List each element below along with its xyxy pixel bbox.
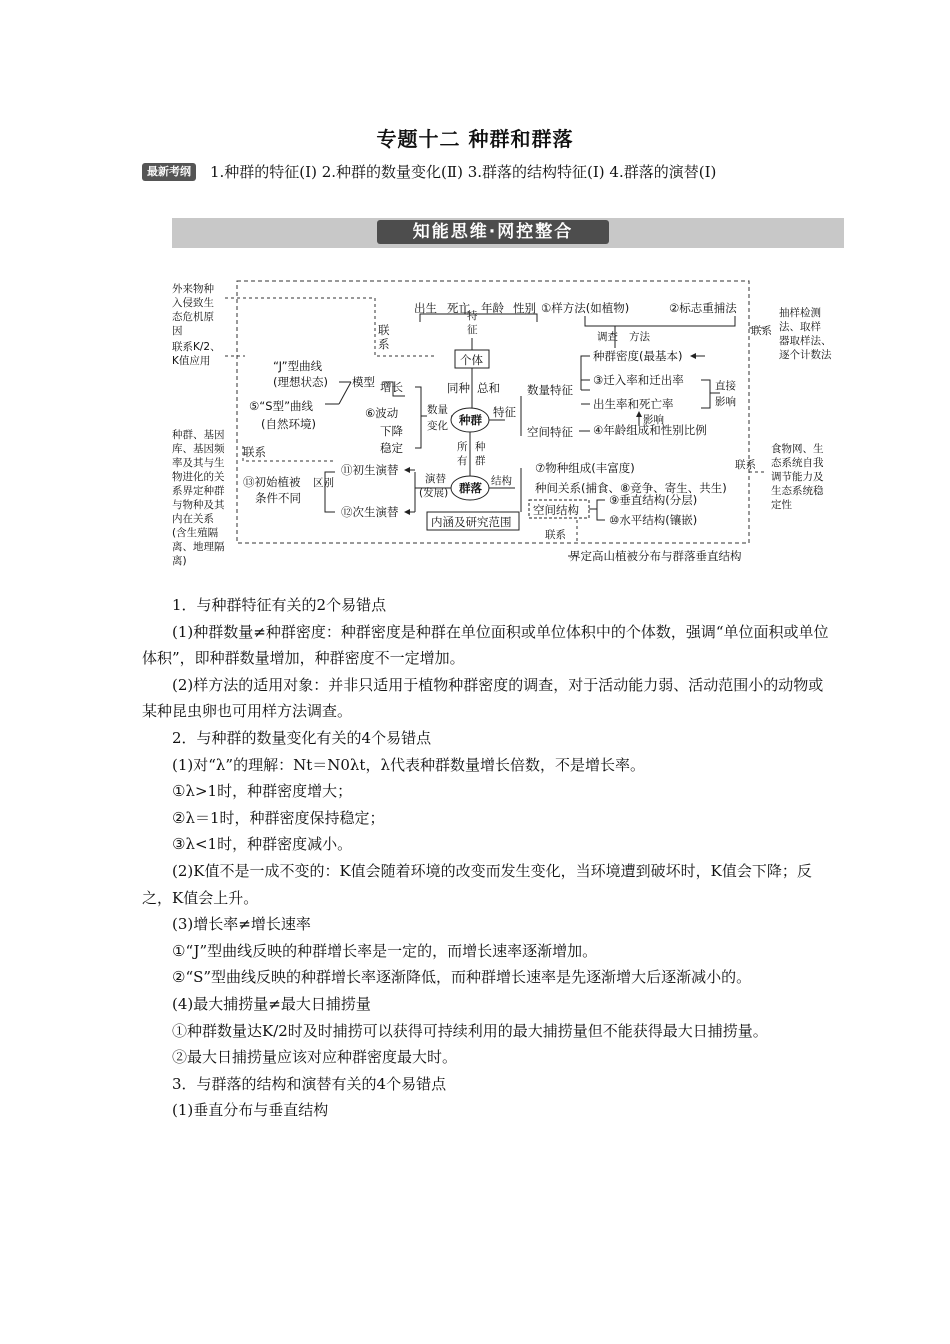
paragraph: ①λ>1时，种群密度增大； xyxy=(172,782,353,801)
paragraph: (2)K值不是一成不变的：K值会随着环境的改变而发生变化，当环境遭到破坏时，K值会下降；反之，K值会上升。 xyxy=(142,861,812,907)
link-label-left: 联系 xyxy=(243,445,266,459)
direct-label: 直接 xyxy=(715,380,736,392)
fluctuation-label: ⑥波动 xyxy=(365,406,399,420)
species-v-label: 种群 xyxy=(475,441,486,467)
section-banner xyxy=(172,218,844,248)
stable-label: 稳定 xyxy=(380,441,403,455)
paragraph: ②“S”型曲线反映的种群增长率逐渐降低，而种群增长速率是先逐渐增大后逐渐减小的。 xyxy=(172,968,752,987)
migration-label: ③迁入率和迁出率 xyxy=(593,373,684,387)
syllabus-text: 1.种群的特征(Ⅰ) 2.种群的数量变化(Ⅱ) 3.群落的结构特征(Ⅰ) 4.群落的演替(Ⅰ) xyxy=(210,163,717,181)
density-label: 种群密度(最基本) xyxy=(593,349,683,363)
page-title: 专题十二 种群和群落 xyxy=(376,127,574,151)
link-label-right-bottom: 联系 xyxy=(735,459,756,471)
features-v-label: 特征 xyxy=(467,310,478,336)
s-curve: ⑤“S型”曲线 (自然环境) xyxy=(249,399,316,431)
link-label-top: 联系 xyxy=(378,323,390,351)
char-age: 年龄 xyxy=(481,301,504,315)
structure-label: 结构 xyxy=(491,475,512,487)
quantity-change-label: 数量 变化 xyxy=(427,404,448,432)
community-label: 群落 xyxy=(459,481,482,495)
concept-map xyxy=(165,276,855,576)
paragraph: ②λ＝1时，种群密度保持稳定； xyxy=(172,808,385,827)
initial-vegetation-label: ⑬初始植被 条件不同 xyxy=(243,475,301,505)
paragraph: (1)垂直分布与垂直结构 xyxy=(172,1101,329,1120)
paragraph: 1．与种群特征有关的2个易错点 xyxy=(172,596,387,614)
right-note-methods: 抽样检测 法、取样 器取样法、 逐个计数法 xyxy=(779,307,832,361)
syllabus-badge: 最新考纲 xyxy=(142,163,196,181)
left-note-k-value: 联系K/2、 K值应用 xyxy=(172,341,221,367)
link-label-bottom: 联系 xyxy=(545,529,566,541)
body-text xyxy=(142,592,832,1124)
syllabus-outline xyxy=(142,158,832,186)
bottom-note: 界定高山植被分布与群落垂直结构 xyxy=(569,549,742,563)
left-note-invasive: 外来物种 入侵致生 态危机原 因 xyxy=(172,283,214,337)
char-death: 死亡 xyxy=(447,301,470,315)
secondary-succession: ⑫次生演替 xyxy=(341,505,399,519)
j-curve: “J”型曲线 (理想状态) xyxy=(273,359,328,389)
paragraph: ①“J”型曲线反映的种群增长率是一定的，而增长速率逐渐增加。 xyxy=(172,941,598,960)
char-sex: 性别 xyxy=(513,301,536,315)
paragraph: ①种群数量达K/2时及时捕捞可以获得可持续利用的最大捕捞量但不能获得最大日捕捞量。 xyxy=(172,1021,768,1040)
age-sex-label: ④年龄组成和性别比例 xyxy=(593,423,707,437)
paragraph: (4)最大捕捞量≠最大日捕捞量 xyxy=(172,994,371,1013)
spatial-structure-label: 空间结构 xyxy=(533,503,579,517)
growth-label: 增长 xyxy=(380,380,403,394)
method-mark-recapture: ②标志重捕法 xyxy=(669,301,737,315)
same-species-label: 同种 xyxy=(447,381,470,395)
right-note-ecosystem: 食物网、生 态系统自我 调节能力及 生态系统稳 定性 xyxy=(771,443,824,511)
scope-label: 内涵及研究范围 xyxy=(431,515,512,529)
model-label: 模型 xyxy=(352,375,375,389)
population-label: 种群 xyxy=(459,413,482,427)
interspecies-relations: 种间关系(捕食、⑧竞争、寄生、共生) xyxy=(535,481,727,495)
method-label: 方法 xyxy=(629,331,650,343)
paragraph: (2)样方法的适用对象：并非只适用于植物种群密度的调查，对于活动能力弱、活动范围小的动物或某种昆虫卵也可用样方法调查。 xyxy=(142,675,824,721)
char-birth: 出生 xyxy=(414,301,437,315)
survey-label: 调查 xyxy=(597,331,618,343)
all-v-label: 所有 xyxy=(457,441,468,467)
paragraph: (1)对“λ”的理解：Nt＝N0λt，λ代表种群数量增长倍数，不是增长率。 xyxy=(172,755,645,774)
paragraph: ③λ<1时，种群密度减小。 xyxy=(172,835,353,854)
primary-succession: ⑪初生演替 xyxy=(341,463,399,477)
individual-label: 个体 xyxy=(460,353,483,367)
sum-label: 总和 xyxy=(477,381,500,395)
link-label-right-top: 联系 xyxy=(751,325,772,337)
paragraph: ②最大日捕捞量应该对应种群密度最大时。 xyxy=(172,1048,458,1067)
section-banner-title: 知能思维·网控整合 xyxy=(377,220,609,244)
influence-label: 影响 xyxy=(715,396,736,408)
method-quadrat: ①样方法(如植物) xyxy=(541,301,630,315)
features-label: 特征 xyxy=(493,405,516,419)
species-composition: ⑦物种组成(丰富度) xyxy=(535,461,635,475)
horizontal-structure: ⑩水平结构(镶嵌) xyxy=(609,513,698,527)
quantity-features-label: 数量特征 xyxy=(527,383,573,397)
birth-death-label: 出生率和死亡率 xyxy=(593,397,674,411)
paragraph: (1)种群数量≠种群密度：种群密度是种群在单位面积或单位体积中的个体数，强调“单位面积或单位体积”，即种群数量增加，种群密度不一定增加。 xyxy=(142,622,829,668)
paragraph: 2．与种群的数量变化有关的4个易错点 xyxy=(172,728,432,747)
paragraph: 3．与群落的结构和演替有关的4个易错点 xyxy=(172,1074,447,1093)
distinguish-label: 区别 xyxy=(313,477,334,489)
succession-label: 演替 (发展) xyxy=(419,473,449,499)
left-note-gene-pool: 种群、基因 库、基因频 率及其与生 物进化的关 系界定种群 与物种及其 内在关系 (含生殖隔 离、地理隔 离) xyxy=(172,429,225,567)
spatial-features-label: 空间特征 xyxy=(527,425,573,439)
decline-label: 下降 xyxy=(380,424,403,438)
influence-label-2: 影响 xyxy=(643,414,664,426)
vertical-structure: ⑨垂直结构(分层) xyxy=(609,493,698,507)
paragraph: (3)增长率≠增长速率 xyxy=(172,915,311,934)
